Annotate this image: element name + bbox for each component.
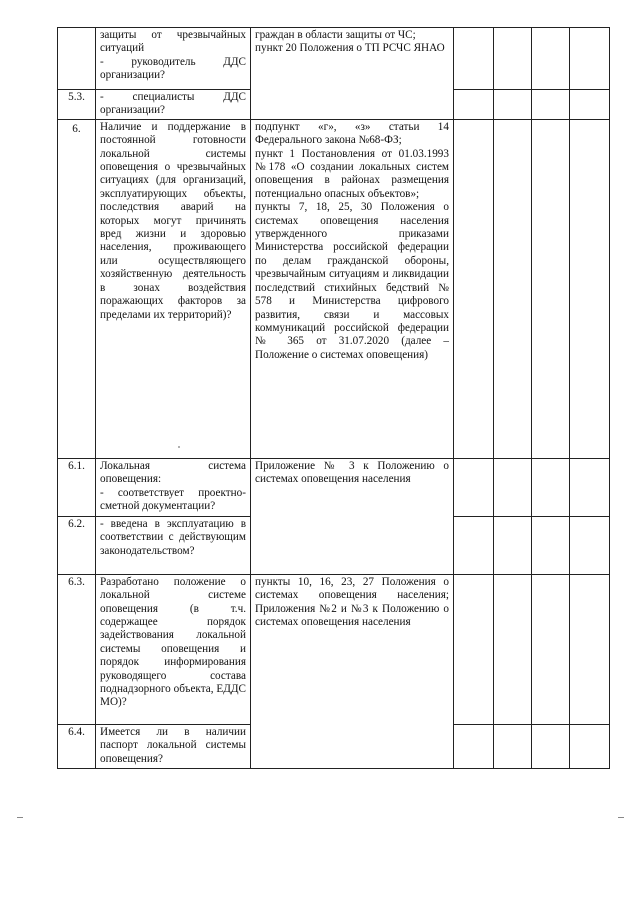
reference-text: пункты 10, 16, 23, 27 Положения о системах оповещения населения; Приложения №2 и №3 к Положению о системах оповещения населения <box>255 575 452 629</box>
answer-yes-cell[interactable] <box>454 90 494 120</box>
question-text: Локальная система оповещения: <box>100 459 249 486</box>
answer-no-cell[interactable] <box>494 458 532 516</box>
reference-cell <box>251 574 454 768</box>
question-cell <box>96 724 251 768</box>
question-cell <box>96 574 251 724</box>
table-row <box>58 574 610 724</box>
answer-yes-cell[interactable] <box>454 516 494 574</box>
scan-mark <box>618 817 624 818</box>
question-text: защиты от чрезвычайных ситуаций <box>100 29 249 55</box>
reference-text: Приложение № 3 к Положению о системах оповещения населения <box>255 459 452 486</box>
row-number: 6. <box>58 119 96 458</box>
question-cell <box>96 119 251 458</box>
note-cell[interactable] <box>570 574 610 724</box>
question-text: - руководитель ДДС организации? <box>100 55 249 82</box>
question-text: - введена в эксплуатацию в соответствии с действующим законодательством? <box>100 517 249 557</box>
question-text: Имеется ли в наличии паспорт локальной системы оповещения? <box>100 725 249 765</box>
answer-no-cell[interactable] <box>494 90 532 120</box>
question-cell <box>96 458 251 516</box>
question-cell <box>96 28 251 90</box>
reference-text: пункт 20 Положения о ТП РСЧС ЯНАО <box>255 42 445 55</box>
reference-cell <box>251 458 454 574</box>
reference-text: граждан в области защиты от ЧС; <box>255 29 416 41</box>
note-cell[interactable] <box>570 119 610 458</box>
answer-na-cell[interactable] <box>532 516 570 574</box>
table-row <box>58 28 610 90</box>
reference-cell <box>251 119 454 458</box>
answer-yes-cell[interactable] <box>454 724 494 768</box>
note-cell[interactable] <box>570 516 610 574</box>
row-number: 6.1. <box>58 458 96 516</box>
table-row <box>58 119 610 458</box>
answer-na-cell[interactable] <box>532 90 570 120</box>
answer-no-cell[interactable] <box>494 119 532 458</box>
answer-yes-cell[interactable] <box>454 28 494 90</box>
scan-speck <box>178 446 180 448</box>
answer-na-cell[interactable] <box>532 119 570 458</box>
checklist-table <box>57 27 610 769</box>
note-cell[interactable] <box>570 28 610 90</box>
row-number: 6.2. <box>58 516 96 574</box>
row-number: 5.3. <box>58 90 96 120</box>
question-text: Разработано положение о локальной системе оповещения (в т.ч. содержащее порядок задействования локальной системы оповещения и порядок информирования руководящего состава поднадзорного объекта, ЕДДС МО)? <box>100 575 249 709</box>
answer-no-cell[interactable] <box>494 28 532 90</box>
answer-yes-cell[interactable] <box>454 574 494 724</box>
question-text: - соответствует проектно-сметной документации? <box>100 486 246 513</box>
answer-yes-cell[interactable] <box>454 458 494 516</box>
answer-na-cell[interactable] <box>532 724 570 768</box>
question-cell <box>96 90 251 120</box>
row-number: 6.4. <box>58 724 96 768</box>
question-cell <box>96 516 251 574</box>
reference-text: пункты 7, 18, 25, 30 Положения о системах оповещения населения утвержденного приказами Министерства российской федерации по делам гражданской обороны, чрезвычайным ситуациям и ликвидации последствий стихийных бедствий № 578 и Министерства цифрового развития, связи и массовых коммуникаций российской федерации № 365 от 31.07.2020 (далее – Положение о системах оповещения) <box>255 201 452 361</box>
reference-cell <box>251 28 454 120</box>
reference-text: пункт 1 Постановления от 01.03.1993 №178 «О создании локальных систем оповещения в районах размещения потенциально опасных объектов»; <box>255 147 452 200</box>
answer-na-cell[interactable] <box>532 574 570 724</box>
question-text: Наличие и поддержание в постоянной готовности локальной системы оповещения о чрезвычайных ситуациях (для организаций, эксплуатирующих объекты, последствия аварий на которых могут причинять вред жизни и здоровью населения, проживающего или осуществляющего хозяйственную деятельность в зонах воздействия поражающих факторов за пределами их территорий)? <box>100 120 249 321</box>
answer-no-cell[interactable] <box>494 516 532 574</box>
reference-text: подпункт «г», «з» статьи 14 Федерального закона №68-ФЗ; <box>255 120 452 147</box>
row-number <box>58 28 96 90</box>
scan-mark <box>17 817 23 818</box>
answer-na-cell[interactable] <box>532 458 570 516</box>
table-row <box>58 458 610 516</box>
note-cell[interactable] <box>570 90 610 120</box>
answer-na-cell[interactable] <box>532 28 570 90</box>
note-cell[interactable] <box>570 724 610 768</box>
answer-no-cell[interactable] <box>494 574 532 724</box>
note-cell[interactable] <box>570 458 610 516</box>
answer-no-cell[interactable] <box>494 724 532 768</box>
question-text: - специалисты ДДС организации? <box>100 91 249 117</box>
answer-yes-cell[interactable] <box>454 119 494 458</box>
row-number: 6.3. <box>58 574 96 724</box>
